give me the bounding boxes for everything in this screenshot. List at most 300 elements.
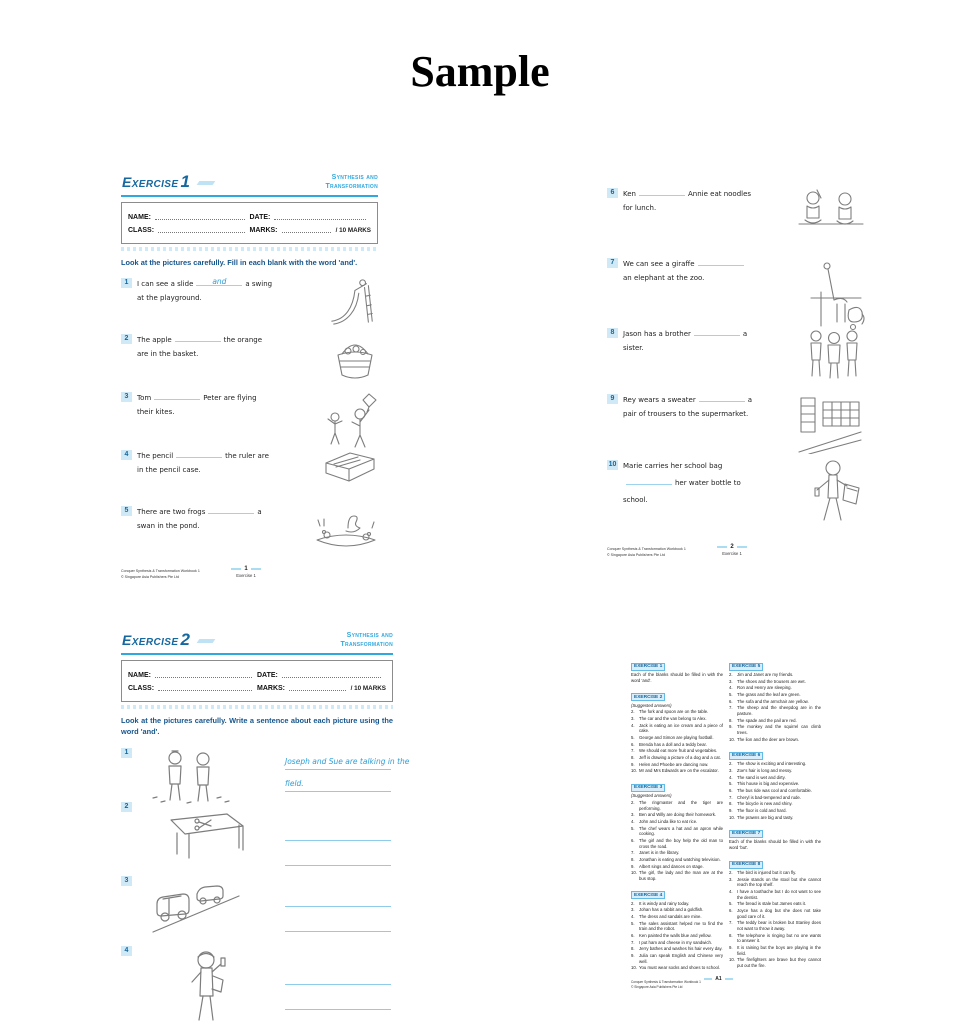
answer-item: [631, 914, 723, 920]
answer-item: [631, 946, 723, 952]
answer-blank: [698, 256, 744, 266]
answer-item: [631, 857, 723, 863]
q-pre: Jason has a brother: [623, 330, 691, 338]
answer-item-number: 6.: [631, 933, 635, 938]
answer-item: [631, 826, 723, 837]
question-text: [137, 332, 328, 361]
answer-item: [729, 815, 821, 821]
exercise-title: [122, 630, 214, 650]
answer-item-text: The bus ride was cool and comfortable.: [737, 788, 812, 794]
exercise-header: [121, 172, 378, 197]
answer-item-text: The car and the van belong to Alex.: [639, 716, 707, 722]
answer-item-number: 9.: [729, 724, 733, 730]
marks-total: / 10 MARKS: [350, 685, 386, 692]
q-post: the orange: [223, 336, 263, 344]
answer-line: [285, 841, 391, 866]
q-post: the ruler are: [225, 452, 269, 460]
answer-item: [631, 933, 723, 939]
answer-item-text: The telephone is ringing but no one wants to answer it.: [737, 932, 821, 944]
answer-item-number: 3.: [631, 812, 635, 818]
handwritten-answer: and: [212, 277, 227, 286]
page-footer-number: [702, 544, 762, 556]
answer-blank: [694, 326, 740, 336]
answers-note: (Suggested answers): [631, 702, 672, 708]
marks-field: [257, 683, 386, 692]
answer-item-text: Janet is in the library.: [639, 850, 680, 856]
answer-item-text: Jonathan is eating and watching television.: [639, 856, 721, 862]
answer-item-text: Brenda has a doll and a teddy bear.: [639, 741, 707, 747]
class-field: [128, 225, 250, 234]
answer-item-text: The floor is cold and hard.: [737, 808, 787, 814]
footer-book-title: Conquer Synthesis & Transformation Workbook 1: [121, 569, 200, 574]
answer-item: [631, 709, 723, 715]
footer-copyright: © Singapore Asia Publishers Pte Ltd: [631, 985, 683, 990]
car-and-van-illustration: [149, 878, 244, 936]
answer-item-text: The shoes and the trousers are wet.: [737, 678, 806, 684]
question-number: 8: [607, 328, 618, 338]
brand-line1: Synthesis and: [346, 632, 393, 639]
pond-frogs-swan-illustration: [314, 504, 378, 556]
answer-item-number: 3.: [729, 876, 733, 882]
dotted-line: [289, 683, 346, 691]
answer-item-text: Jim and Janet are my friends.: [737, 672, 794, 677]
answer-item: [729, 679, 821, 685]
answer-item: [631, 901, 723, 907]
class-field: [128, 683, 257, 692]
answer-item-text: The sand is wet and dirty.: [737, 774, 786, 780]
diamond-border-decoration: [121, 705, 393, 709]
answer-item: [631, 812, 723, 818]
answer-line: [285, 816, 391, 841]
pencil-case-illustration: [322, 448, 378, 490]
answer-item-number: 5.: [631, 920, 635, 926]
answers-section-ex2: [631, 685, 723, 775]
answer-item-number: 4.: [729, 685, 733, 691]
answer-item: [631, 723, 723, 734]
answer-item: [729, 877, 821, 888]
answers-section-ex5: [729, 654, 821, 742]
dotted-line: [155, 670, 252, 678]
dotted-line: [158, 683, 252, 691]
dotted-line: [158, 225, 244, 233]
answer-zone-3: [285, 882, 391, 932]
question-text: [623, 392, 793, 421]
answer-item-number: 8.: [631, 856, 635, 862]
answer-item: [631, 768, 723, 774]
form-row: [128, 683, 386, 692]
q-line2: their kites.: [137, 408, 175, 416]
answer-item-number: 4.: [631, 722, 635, 728]
answers-section-ex6: [729, 743, 821, 820]
q-pre: Ken: [623, 190, 636, 198]
q-line2: for lunch.: [623, 204, 657, 212]
answer-item-text: Mr and Mrs Edwards are on the escalator.: [639, 768, 719, 774]
answer-item-number: 4.: [729, 889, 733, 895]
answer-item-text: Johan has a rabbit and a goldfish.: [639, 907, 704, 913]
q-pre: The apple: [137, 336, 172, 344]
page-exercise-label: Exercise 1: [722, 551, 742, 556]
dotted-line: [282, 225, 331, 233]
answers-section-ex4: [631, 883, 723, 971]
answer-item-number: 4.: [729, 774, 733, 780]
date-field: [250, 212, 372, 221]
answer-item-text: The teddy bear is broken but Stanley does not want to throw it away.: [737, 920, 821, 932]
question-5: [121, 504, 378, 556]
question-text: [623, 458, 803, 508]
q-line2: are in the basket.: [137, 350, 199, 358]
header-rule: [121, 653, 393, 655]
answers-note: Each of the blanks should be filled in with the word 'but'.: [729, 839, 821, 851]
answer-item: [631, 819, 723, 825]
answer-item: [729, 788, 821, 794]
question-6: [607, 186, 865, 238]
q-post: a: [742, 330, 748, 338]
handwritten-sentence-line1: Joseph and Sue are talking in the: [285, 757, 410, 766]
exercise-number: 1: [180, 172, 190, 191]
answer-item-text: The girl, the lady and the man are at the bus stop.: [639, 870, 723, 881]
answer-item-text: Ken painted the walls blue and yellow.: [639, 933, 712, 938]
answer-item-text: Helen and Phoebe are dancing now.: [639, 761, 709, 767]
q-pre: Tom: [137, 394, 152, 402]
q-line2: at the playground.: [137, 294, 202, 302]
question-text: [623, 256, 803, 285]
diamond-border-decoration: [121, 247, 378, 251]
page-number-row: [691, 976, 746, 982]
answer-item-number: 6.: [729, 698, 733, 704]
q-line1: Marie carries her school bag: [623, 462, 723, 470]
class-label: CLASS:: [128, 227, 155, 234]
siblings-illustration: [803, 326, 865, 382]
brand-line1: Synthesis and: [331, 174, 378, 181]
answer-item: [631, 742, 723, 748]
page-footer-imprint: [607, 547, 686, 558]
answers-columns: [631, 652, 821, 972]
answer-item: [729, 901, 821, 907]
answer-item-text: The sheep and the sheepdog are in the pasture.: [737, 705, 821, 717]
q-line2: an elephant at the zoo.: [623, 274, 705, 282]
answers-section-title: EXERCISE 6: [729, 752, 763, 760]
answer-item: [729, 781, 821, 787]
workbook-page-exercise1-p1: [121, 172, 378, 586]
answer-item-number: 2.: [729, 761, 733, 767]
answer-item-text: The lion and the deer are brown.: [737, 736, 800, 742]
answer-zone-4: [285, 960, 391, 1010]
answer-item-text: Joyce has a dog but she does not take good care of it.: [737, 908, 821, 919]
answer-item: [729, 957, 821, 968]
answer-item-number: 10.: [631, 768, 637, 774]
answer-item: [729, 768, 821, 774]
answer-item-number: 9.: [631, 953, 635, 959]
dash-decoration: [725, 978, 733, 980]
answer-item-number: 8.: [631, 946, 635, 952]
answer-item-text: I put ham and cheese in my sandwich.: [639, 939, 713, 945]
q-post: Annie eat noodles: [688, 190, 752, 198]
answer-zone-2: [285, 816, 391, 866]
question-number: 9: [607, 394, 618, 404]
answer-item: [729, 870, 821, 876]
footer-book-title: Conquer Synthesis & Transformation Workbook 1: [607, 547, 686, 552]
footer-book-title: Conquer Synthesis & Transformation Workbook 1: [631, 980, 701, 985]
answer-item: [631, 762, 723, 768]
answer-item-text: The monkey and the squirrel can climb trees.: [737, 724, 821, 736]
answer-item: [631, 870, 723, 881]
answer-item-text: The spade and the pail are red.: [737, 717, 797, 723]
answer-item-text: The grass and the leaf are green.: [737, 692, 801, 698]
exercise-title: [122, 172, 214, 192]
page-number: 1: [244, 566, 248, 572]
workbook-page-answers: [631, 652, 821, 990]
answer-item: [631, 838, 723, 849]
dotted-line: [274, 212, 366, 220]
answer-item: [729, 672, 821, 678]
form-row: [128, 225, 371, 234]
q-post: a: [747, 396, 753, 404]
page-number: A1: [715, 976, 722, 982]
answer-item-number: 7.: [631, 748, 635, 754]
answer-item: [729, 685, 821, 691]
question-text: [137, 276, 324, 305]
children-eating-noodles-illustration: [797, 186, 865, 238]
answer-item-number: 6.: [729, 908, 733, 914]
q-pre: We can see a giraffe: [623, 260, 695, 268]
answer-item-number: 9.: [631, 761, 635, 767]
answer-item-text: Julia can speak English and Chinese very well.: [639, 953, 723, 964]
answer-item-text: We should eat more fruit and vegetables.: [639, 748, 718, 754]
answer-item-text: This house is big and expensive.: [737, 781, 800, 787]
date-label: DATE:: [249, 214, 271, 221]
answers-section-ex7: [729, 821, 821, 851]
answer-item: [729, 775, 821, 781]
boy-drinking-illustration: [179, 948, 237, 1032]
item-number: 3: [121, 876, 132, 886]
answer-item-text: Albert sings and dances on stage.: [639, 863, 704, 869]
answer-item: [631, 716, 723, 722]
answers-right-column: [729, 654, 821, 972]
answer-item: [631, 921, 723, 932]
answer-item-text: The bicycle is new and shiny.: [737, 801, 793, 807]
page-number: 2: [730, 544, 734, 550]
q-pre: I can see a slide: [137, 280, 194, 288]
answer-blank: [176, 448, 222, 458]
answer-item-number: 7.: [729, 705, 733, 711]
answer-item: [729, 801, 821, 807]
series-brand: [325, 174, 378, 192]
sample-title: Sample: [410, 47, 550, 96]
answers-note: (Suggested answers): [631, 793, 672, 799]
answer-item: [729, 761, 821, 767]
question-number: 6: [607, 188, 618, 198]
answer-item: [729, 795, 821, 801]
answer-item-number: 4.: [631, 818, 635, 824]
question-7: [607, 256, 865, 332]
girl-with-schoolbag-illustration: [807, 458, 865, 528]
question-number: 5: [121, 506, 132, 516]
answer-item: [631, 755, 723, 761]
answer-item: [729, 692, 821, 698]
answer-item-number: 4.: [631, 913, 635, 919]
answer-blank: [639, 186, 685, 196]
answers-section-ex1: [631, 654, 723, 684]
answer-item-text: The ringmaster and the tiger are performing.: [639, 799, 723, 811]
answer-item-number: 8.: [729, 932, 733, 938]
student-info-box: [121, 660, 393, 702]
answer-item-text: You must wear socks and shoes to school.: [639, 965, 721, 971]
answer-item-number: 6.: [631, 741, 635, 747]
answer-item-number: 2.: [729, 672, 733, 677]
exercise-header: [121, 630, 393, 655]
q-post: her water bottle to: [675, 478, 741, 487]
dotted-line: [282, 670, 381, 678]
answer-item-number: 9.: [631, 863, 635, 869]
answer-item-number: 10.: [729, 814, 735, 820]
answer-item: [729, 699, 821, 705]
question-number: 3: [121, 392, 132, 402]
question-1: [121, 276, 378, 326]
question-3: [121, 390, 378, 448]
answer-item: [631, 800, 723, 811]
answer-item-number: 2.: [729, 870, 733, 876]
answer-item-number: 10.: [729, 736, 735, 742]
question-number: 10: [608, 461, 617, 468]
answer-item-number: 5.: [729, 692, 733, 698]
brand-line2: Transformation: [340, 640, 393, 648]
answer-item-text: The girl and the boy help the old man to cross the road.: [639, 837, 723, 849]
q-pre: There are two frogs: [137, 508, 206, 516]
answer-blank: [626, 475, 672, 485]
question-text: [623, 186, 793, 215]
answer-item: [729, 889, 821, 900]
answer-item-number: 10.: [729, 957, 735, 963]
answer-line: [285, 770, 391, 792]
question-4: [121, 448, 378, 490]
name-label: NAME:: [128, 672, 151, 679]
answer-item-number: 10.: [631, 965, 637, 971]
answer-item-number: 8.: [729, 801, 733, 807]
answer-item-number: 3.: [729, 768, 733, 774]
name-label: NAME:: [128, 214, 151, 221]
table-with-scissors-illustration: [163, 806, 251, 864]
answer-item-number: 3.: [631, 907, 635, 913]
answer-item-text: Zoe's hair is long and messy.: [737, 768, 793, 774]
answers-section-title: EXERCISE 8: [729, 861, 763, 869]
answer-item-text: The dress and sandals are mine.: [639, 913, 702, 919]
footer-copyright: © Singapore Asia Publishers Pte Ltd: [607, 552, 665, 557]
answer-item-text: George and Simon are playing football.: [639, 735, 714, 741]
form-row: [128, 212, 371, 221]
dash-decoration: [737, 546, 747, 548]
answer-item-text: Jerry bathes and washes his hair every day.: [639, 946, 723, 952]
answer-item: [729, 718, 821, 724]
answer-blank: [699, 392, 745, 402]
answer-item: [631, 748, 723, 754]
series-brand: [340, 632, 393, 650]
name-field: [128, 670, 257, 679]
answer-item-text: Jack is eating an ice cream and a piece of cake.: [639, 722, 723, 734]
question-10: [607, 458, 865, 528]
answers-section-title: EXERCISE 5: [729, 663, 763, 671]
q-pre: The pencil: [137, 452, 174, 460]
workbook-page-exercise1-p2: [597, 180, 865, 580]
answer-item-number: 7.: [729, 794, 733, 800]
answer-item-number: 7.: [729, 920, 733, 926]
answer-item-number: 9.: [729, 945, 733, 951]
question-9: [607, 392, 865, 454]
answer-item-text: The bird is injured but it can fly.: [737, 870, 797, 876]
q-line2: swan in the pond.: [137, 522, 200, 530]
instructions: Look at the pictures carefully. Fill in each blank with the word 'and'.: [121, 258, 358, 267]
footer-copyright: © Singapore Asia Publishers Pte Ltd: [121, 574, 179, 579]
answer-item: [631, 850, 723, 856]
answer-line: [285, 960, 391, 985]
answer-item: [631, 953, 723, 964]
answer-item: [729, 920, 821, 931]
header-slash-decoration: [197, 181, 216, 185]
answer-line: [285, 985, 391, 1010]
item-number: 2: [121, 802, 132, 812]
answer-item-text: The chef wears a hat and an apron while cooking.: [639, 825, 723, 837]
answer-item: [631, 907, 723, 913]
header-slash-decoration: [197, 639, 216, 643]
q-line3: school.: [623, 495, 648, 504]
question-number: 4: [121, 450, 132, 460]
answers-section-title: EXERCISE 7: [729, 830, 763, 838]
date-label: DATE:: [257, 672, 278, 679]
answer-item-number: 8.: [631, 755, 635, 761]
handwritten-sentence-line2: field.: [285, 779, 304, 788]
question-number: 1: [121, 278, 132, 288]
answer-blank: [196, 276, 242, 286]
marks-label: MARKS:: [249, 227, 278, 234]
answer-item-text: The bread is stale but James eats it.: [737, 901, 807, 907]
answers-section-ex8: [729, 852, 821, 969]
marks-label: MARKS:: [257, 685, 285, 692]
answer-item-number: 8.: [729, 717, 733, 723]
q-pre: Rey wears a sweater: [623, 396, 696, 404]
answer-item-text: I have a toothache but I do not want to see the dentist.: [737, 889, 821, 900]
exercise-word: Exercise: [122, 632, 179, 648]
question-text: [137, 390, 318, 419]
dotted-line: [155, 212, 245, 220]
question-number: 7: [607, 258, 618, 268]
answer-line: [285, 907, 391, 932]
answer-item-number: 6.: [729, 788, 733, 794]
answer-item: [729, 945, 821, 956]
answers-section-title: EXERCISE 3: [631, 784, 665, 792]
answer-item-number: 2.: [631, 799, 635, 805]
dash-decoration: [717, 546, 727, 548]
answer-item-text: Jessie stands on the stool but she cannot reach the top shelf.: [737, 876, 821, 888]
question-text: [137, 504, 310, 533]
answers-section-title: EXERCISE 1: [631, 663, 665, 671]
instructions: Look at the pictures carefully. Write a sentence about each picture using the word 'and'.: [121, 716, 393, 736]
answer-item: [631, 864, 723, 870]
playground-slide-illustration: [328, 276, 378, 326]
answer-item: [631, 940, 723, 946]
answer-item: [631, 735, 723, 741]
question-text: [137, 448, 318, 477]
answer-item: [729, 908, 821, 919]
answer-item-text: The show is exciting and interesting.: [737, 761, 807, 767]
answer-item-number: 9.: [729, 808, 733, 814]
answer-item-text: Jeff is drawing a picture of a dog and a cat.: [639, 755, 721, 761]
answer-item: [631, 965, 723, 971]
student-info-box: [121, 202, 378, 244]
answer-item: [729, 724, 821, 735]
answers-left-column: [631, 654, 723, 972]
item-number: 4: [121, 946, 132, 956]
answer-item-text: It is raining but the boys are playing in the field.: [737, 945, 821, 956]
page-footer-number: [691, 976, 746, 982]
